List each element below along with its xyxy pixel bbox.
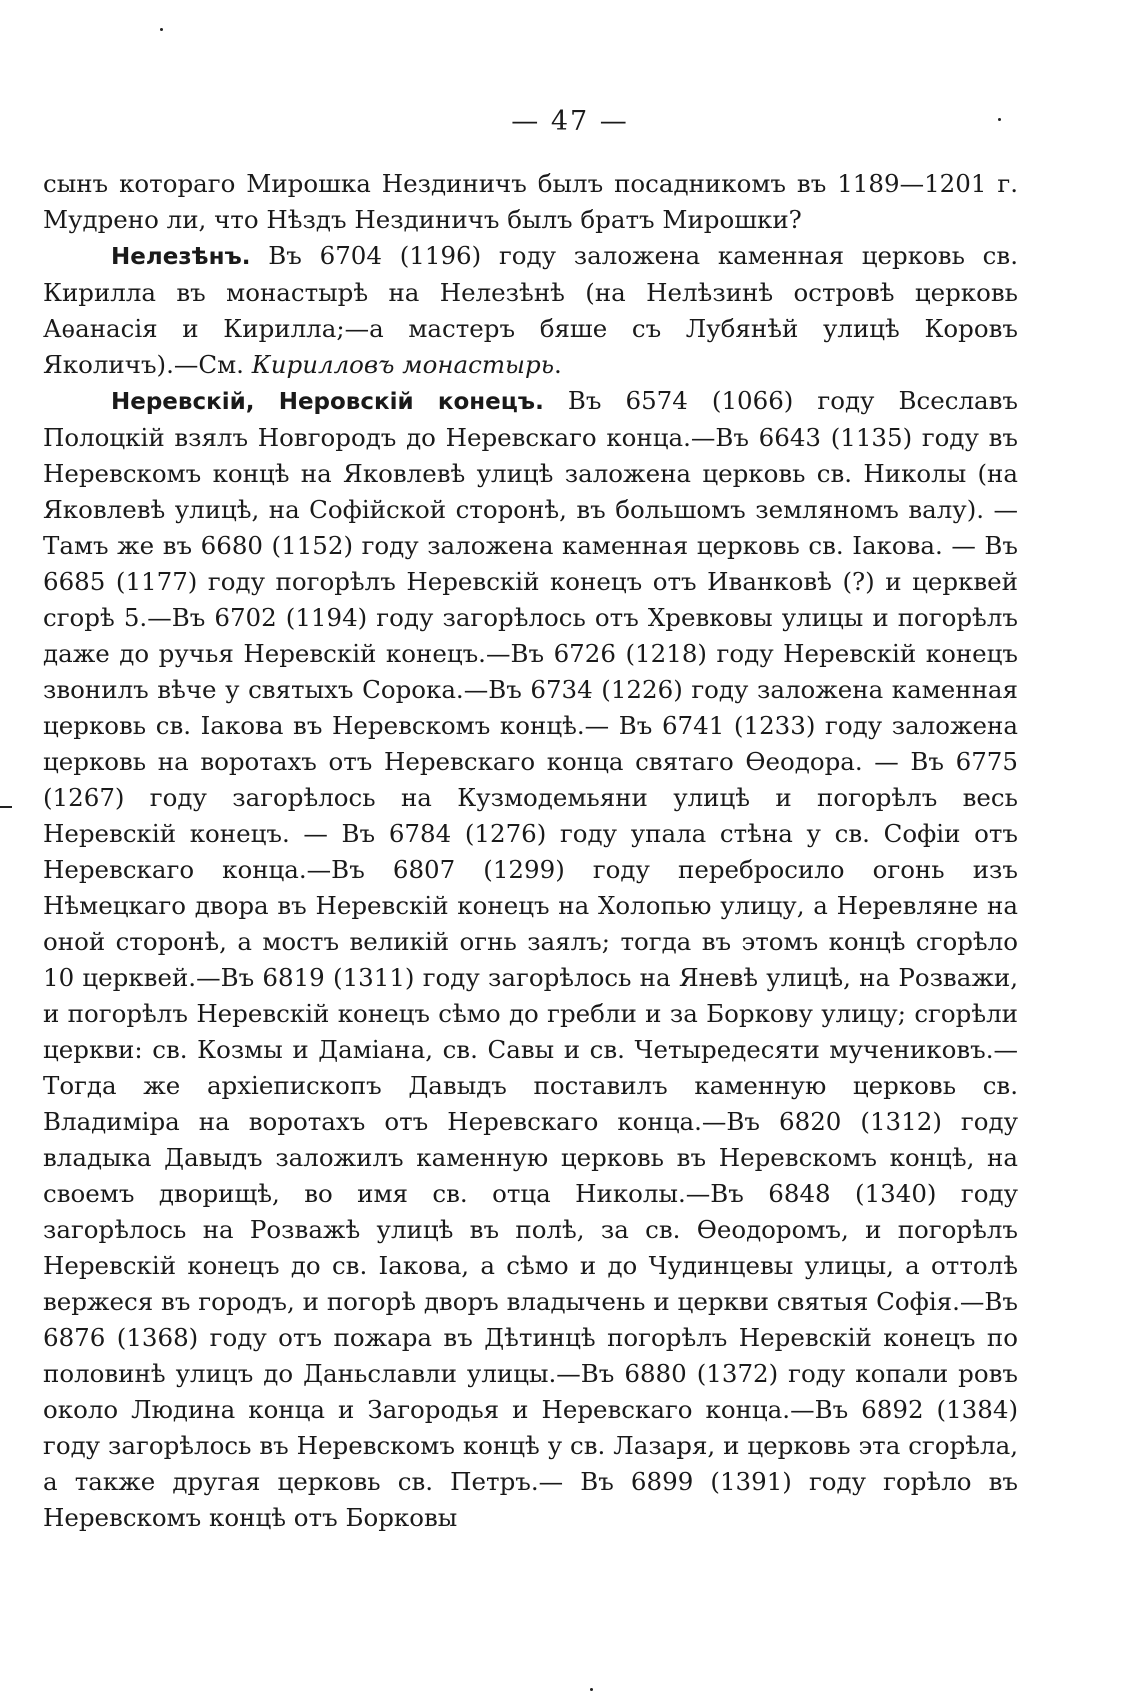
entry-body: Въ 6574 (1066) году Всеславъ Полоцкій взялъ Новгородъ до Неревскаго конца.—Въ 6643 (1135) году въ Неревскомъ концѣ на Яковлевѣ улицѣ заложена церковь св. Николы (на Яковлевѣ улицѣ, на Софійской сторонѣ, въ большомъ земляномъ валу). — Тамъ же въ 6680 (1152) году заложена каменная церковь св. Іакова. — Въ 6685 (1177) году погорѣлъ Неревскій конецъ отъ Иванковѣ (?) и церквей сгорѣ 5.—Въ 6702 (1194) году загорѣлось отъ Хревковы улицы и погорѣлъ даже до ручья Неревскій конецъ.—Въ 6726 (1218) году Неревскій конецъ звонилъ вѣче у святыхъ Сорока.—Въ 6734 (1226) году заложена каменная церковь св. Іакова въ Неревскомъ концѣ.— Въ 6741 (1233) году заложена церковь на воротахъ отъ Неревскаго конца святаго Ѳеодора. — Въ 6775 (1267) году загорѣлось на Кузмодемьяни улицѣ и погорѣлъ весь Неревскій конецъ. — Въ 6784 (1276) году упала стѣна у св. Софіи отъ Неревскаго конца.—Въ 6807 (1299) году перебросило огонь изъ Нѣмецкаго двора въ Неревскій конецъ на Холопью улицу, а Неревляне на оной сторонѣ, а мостъ великій огнь заялъ; тогда въ этомъ концѣ сгорѣло 10 церквей.—Въ 6819 (1311) году загорѣлось на Яневѣ улицѣ, на Розважи, и погорѣлъ Неревскій конецъ сѣмо до гребли и за Боркову улицу; сгорѣли церкви: св. Козмы и Даміана, св. Савы и св. Четыредесяти мучениковъ.— Тогда же архіепископъ Давыдъ поставилъ каменную церковь св. Владиміра на воротахъ отъ Неревскаго конца.—Въ 6820 (1312) году владыка Давыдъ заложилъ каменную церковь въ Неревскомъ концѣ, на своемъ дворищѣ, во имя св. отца Николы.—Въ 6848 (1340) году загорѣлось на Розважѣ улицѣ въ полѣ, за св. Ѳеодоромъ, и погорѣлъ Неревскій конецъ до св. Іакова, а сѣмо и до Чудинцевы улицы, а оттолѣ вержеся въ городъ, и погорѣ дворъ владычень и церкви святыя Софія.—Въ 6876 (1368) году отъ пожара въ Дѣтинцѣ погорѣлъ Неревскій конецъ по половинѣ улицъ до Даньславли улицы.—Въ 6880 (1372) году копали ровъ около Людина конца и Загородья и Неревскаго конца.—Въ 6892 (1384) году загорѣлось въ Неревскомъ концѣ у св. Лазаря, и церковь эта сгорѣла, а также другая церковь св. Петръ.— Въ 6899 (1391) году горѣло въ Неревскомъ концѣ отъ Борковы (43, 386, 1018, 1532)
cross-reference: Кирилловъ монастырь (251, 350, 555, 379)
entry-nerevsky-konets (43, 383, 1018, 1536)
article-text (43, 166, 1018, 1536)
entry-heading: Нелезѣнъ. (111, 244, 251, 270)
speck-mark (590, 1688, 593, 1691)
paragraph-continuation (43, 166, 1018, 238)
entry-nelezen (43, 238, 1018, 383)
entry-body: Въ 6704 (1196) году заложена каменная церковь св. Кирилла въ монастырѣ на Нелезѣнѣ (на Нелѣзинѣ островѣ церковь Аѳанасія и Кирилла;—а мастеръ бяше съ Лубянѣй улицѣ Коровъ Яколичъ).—См. (43, 241, 1018, 379)
paragraph-body: сынъ котораго Мирошка Нездиничъ былъ посадникомъ въ 1189—1201 г. Мудрено ли, что Нѣздъ Нездиничъ былъ братъ Мирошки? (43, 169, 1018, 234)
margin-mark (0, 806, 12, 808)
page-number: — 47 — (511, 106, 629, 137)
speck-mark (160, 28, 163, 31)
entry-heading: Неревскій, Неровскій конецъ. (111, 389, 544, 415)
speck-mark (998, 118, 1001, 121)
cross-reference-end: . (554, 350, 562, 379)
